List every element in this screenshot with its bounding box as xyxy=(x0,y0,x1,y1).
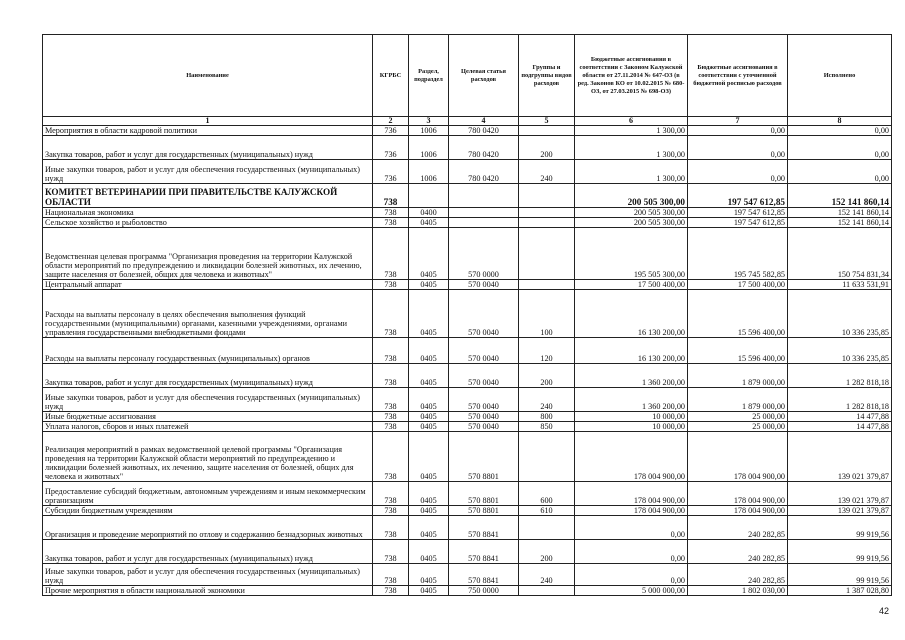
col-number: 6 xyxy=(575,117,688,126)
row-target: 570 0040 xyxy=(449,422,519,432)
table-row xyxy=(43,388,892,412)
row-name: Прочие мероприятия в области национальной экономики xyxy=(43,586,373,596)
row-section: 0405 xyxy=(409,218,449,228)
row-kgrbs: 736 xyxy=(373,160,409,184)
row-law-amount: 0,00 xyxy=(575,564,688,586)
table-row xyxy=(43,218,892,228)
row-updated-amount: 240 282,85 xyxy=(688,516,788,540)
table-row xyxy=(43,586,892,596)
table-row xyxy=(43,136,892,160)
row-executed-amount: 139 021 379,87 xyxy=(788,506,892,516)
row-executed-amount: 0,00 xyxy=(788,126,892,136)
row-section: 1006 xyxy=(409,136,449,160)
row-section: 0405 xyxy=(409,338,449,364)
table-row xyxy=(43,290,892,338)
row-law-amount: 0,00 xyxy=(575,516,688,540)
row-target xyxy=(449,218,519,228)
row-updated-amount: 0,00 xyxy=(688,160,788,184)
row-target: 570 0000 xyxy=(449,228,519,280)
row-group: 200 xyxy=(519,364,575,388)
row-group: 240 xyxy=(519,388,575,412)
row-group: 240 xyxy=(519,564,575,586)
table-row xyxy=(43,280,892,290)
row-name: КОМИТЕТ ВЕТЕРИНАРИИ ПРИ ПРАВИТЕЛЬСТВЕ КАЛУЖСКОЙ ОБЛАСТИ xyxy=(43,184,373,208)
row-updated-amount: 15 596 400,00 xyxy=(688,290,788,338)
row-executed-amount: 152 141 860,14 xyxy=(788,218,892,228)
row-section: 0405 xyxy=(409,422,449,432)
table-row xyxy=(43,564,892,586)
row-executed-amount: 10 336 235,85 xyxy=(788,290,892,338)
row-executed-amount: 11 633 531,91 xyxy=(788,280,892,290)
row-law-amount: 1 300,00 xyxy=(575,126,688,136)
row-law-amount: 1 360 200,00 xyxy=(575,388,688,412)
row-name: Расходы на выплаты персоналу государственных (муниципальных) органов xyxy=(43,338,373,364)
row-law-amount: 200 505 300,00 xyxy=(575,184,688,208)
row-name: Центральный аппарат xyxy=(43,280,373,290)
row-section: 0405 xyxy=(409,412,449,422)
col-header-name: Наименование xyxy=(43,35,373,117)
row-section xyxy=(409,184,449,208)
col-number: 1 xyxy=(43,117,373,126)
row-group: 610 xyxy=(519,506,575,516)
row-updated-amount: 17 500 400,00 xyxy=(688,280,788,290)
table-row xyxy=(43,184,892,208)
table-row xyxy=(43,364,892,388)
row-law-amount: 200 505 300,00 xyxy=(575,208,688,218)
row-group: 200 xyxy=(519,540,575,564)
row-section: 0405 xyxy=(409,586,449,596)
row-updated-amount: 1 879 000,00 xyxy=(688,364,788,388)
row-name: Уплата налогов, сборов и иных платежей xyxy=(43,422,373,432)
table-row xyxy=(43,432,892,482)
row-law-amount: 0,00 xyxy=(575,540,688,564)
row-name: Мероприятия в области кадровой политики xyxy=(43,126,373,136)
row-section: 0405 xyxy=(409,290,449,338)
row-updated-amount: 178 004 900,00 xyxy=(688,432,788,482)
col-number: 7 xyxy=(688,117,788,126)
col-header-updated: Бюджетные ассигнования в соответствии с уточненной бюджетной росписью расходов xyxy=(688,35,788,117)
row-group: 200 xyxy=(519,136,575,160)
col-header-group: Группы и подгруппы видов расходов xyxy=(519,35,575,117)
row-section: 0405 xyxy=(409,564,449,586)
row-kgrbs: 738 xyxy=(373,280,409,290)
col-header-section: Раздел, подраздел xyxy=(409,35,449,117)
row-target: 780 0420 xyxy=(449,136,519,160)
row-kgrbs: 738 xyxy=(373,184,409,208)
table-row xyxy=(43,516,892,540)
row-executed-amount: 0,00 xyxy=(788,160,892,184)
row-executed-amount: 1 387 028,80 xyxy=(788,586,892,596)
row-kgrbs: 738 xyxy=(373,586,409,596)
row-executed-amount: 14 477,88 xyxy=(788,412,892,422)
row-name: Закупка товаров, работ и услуг для государственных (муниципальных) нужд xyxy=(43,136,373,160)
row-target: 570 8841 xyxy=(449,564,519,586)
row-executed-amount: 99 919,56 xyxy=(788,516,892,540)
row-executed-amount: 1 282 818,18 xyxy=(788,388,892,412)
row-executed-amount: 152 141 860,14 xyxy=(788,184,892,208)
row-law-amount: 178 004 900,00 xyxy=(575,506,688,516)
row-group xyxy=(519,184,575,208)
row-executed-amount: 99 919,56 xyxy=(788,540,892,564)
row-updated-amount: 197 547 612,85 xyxy=(688,208,788,218)
row-law-amount: 1 300,00 xyxy=(575,160,688,184)
row-law-amount: 195 505 300,00 xyxy=(575,228,688,280)
table-row xyxy=(43,506,892,516)
row-executed-amount: 10 336 235,85 xyxy=(788,338,892,364)
row-updated-amount: 197 547 612,85 xyxy=(688,184,788,208)
row-group xyxy=(519,218,575,228)
row-target: 570 0040 xyxy=(449,364,519,388)
row-target: 570 8801 xyxy=(449,506,519,516)
row-target: 780 0420 xyxy=(449,126,519,136)
row-name: Иные закупки товаров, работ и услуг для обеспечения государственных (муниципальных) нужд xyxy=(43,564,373,586)
row-kgrbs: 738 xyxy=(373,540,409,564)
col-header-executed: Исполнено xyxy=(788,35,892,117)
row-updated-amount: 195 745 582,85 xyxy=(688,228,788,280)
row-updated-amount: 15 596 400,00 xyxy=(688,338,788,364)
row-group: 600 xyxy=(519,482,575,506)
row-name: Предоставление субсидий бюджетным, автономным учреждениям и иным некоммерческим организациям xyxy=(43,482,373,506)
row-executed-amount: 139 021 379,87 xyxy=(788,432,892,482)
row-section: 1006 xyxy=(409,160,449,184)
col-number: 2 xyxy=(373,117,409,126)
row-kgrbs: 738 xyxy=(373,432,409,482)
row-target xyxy=(449,184,519,208)
row-name: Ведомственная целевая программа "Организация проведения на территории Калужской области мероприятий по предупреждению и ликвидации болезней животных, их лечению, защите населения от болезней, общих для человека и животных" xyxy=(43,228,373,280)
table-row xyxy=(43,208,892,218)
row-target: 570 8801 xyxy=(449,482,519,506)
row-kgrbs: 738 xyxy=(373,338,409,364)
row-executed-amount: 150 754 831,34 xyxy=(788,228,892,280)
row-group xyxy=(519,228,575,280)
row-kgrbs: 738 xyxy=(373,506,409,516)
col-number: 4 xyxy=(449,117,519,126)
row-executed-amount: 99 919,56 xyxy=(788,564,892,586)
row-section: 1006 xyxy=(409,126,449,136)
budget-table xyxy=(42,34,892,596)
row-law-amount: 178 004 900,00 xyxy=(575,482,688,506)
row-kgrbs: 738 xyxy=(373,290,409,338)
row-name: Иные бюджетные ассигнования xyxy=(43,412,373,422)
row-kgrbs: 738 xyxy=(373,482,409,506)
page-number: 42 xyxy=(878,606,889,616)
row-target: 570 0040 xyxy=(449,388,519,412)
row-group xyxy=(519,586,575,596)
row-target: 570 8841 xyxy=(449,540,519,564)
row-kgrbs: 738 xyxy=(373,218,409,228)
table-row xyxy=(43,228,892,280)
row-executed-amount: 14 477,88 xyxy=(788,422,892,432)
table-row xyxy=(43,126,892,136)
row-target: 570 0040 xyxy=(449,290,519,338)
row-law-amount: 17 500 400,00 xyxy=(575,280,688,290)
row-kgrbs: 738 xyxy=(373,208,409,218)
row-group: 100 xyxy=(519,290,575,338)
row-law-amount: 1 360 200,00 xyxy=(575,364,688,388)
row-section: 0400 xyxy=(409,208,449,218)
row-section: 0405 xyxy=(409,388,449,412)
row-target: 750 0000 xyxy=(449,586,519,596)
row-section: 0405 xyxy=(409,228,449,280)
row-group: 800 xyxy=(519,412,575,422)
row-group xyxy=(519,126,575,136)
col-number: 8 xyxy=(788,117,892,126)
row-name: Иные закупки товаров, работ и услуг для обеспечения государственных (муниципальных) нужд xyxy=(43,160,373,184)
row-kgrbs: 738 xyxy=(373,564,409,586)
row-executed-amount: 1 282 818,18 xyxy=(788,364,892,388)
row-updated-amount: 0,00 xyxy=(688,126,788,136)
row-kgrbs: 738 xyxy=(373,412,409,422)
row-updated-amount: 1 802 030,00 xyxy=(688,586,788,596)
row-kgrbs: 736 xyxy=(373,136,409,160)
row-name: Закупка товаров, работ и услуг для государственных (муниципальных) нужд xyxy=(43,364,373,388)
row-law-amount: 16 130 200,00 xyxy=(575,338,688,364)
row-kgrbs: 738 xyxy=(373,364,409,388)
row-updated-amount: 178 004 900,00 xyxy=(688,506,788,516)
row-kgrbs: 738 xyxy=(373,388,409,412)
row-updated-amount: 25 000,00 xyxy=(688,412,788,422)
row-section: 0405 xyxy=(409,516,449,540)
row-name: Сельское хозяйство и рыболовство xyxy=(43,218,373,228)
col-number: 5 xyxy=(519,117,575,126)
row-executed-amount: 139 021 379,87 xyxy=(788,482,892,506)
row-section: 0405 xyxy=(409,506,449,516)
row-target xyxy=(449,208,519,218)
table-row xyxy=(43,422,892,432)
row-updated-amount: 1 879 000,00 xyxy=(688,388,788,412)
row-section: 0405 xyxy=(409,364,449,388)
row-kgrbs: 738 xyxy=(373,422,409,432)
row-updated-amount: 240 282,85 xyxy=(688,564,788,586)
row-name: Реализация мероприятий в рамках ведомственной целевой программы "Организация проведения на территории Калужской области мероприятий по предупреждению и ликвидации болезней животных, их лечению, защите населения от болезней, общих для человека и животных" xyxy=(43,432,373,482)
row-group: 850 xyxy=(519,422,575,432)
row-group xyxy=(519,280,575,290)
row-name: Расходы на выплаты персоналу в целях обеспечения выполнения функций государственными (муниципальными) органами, казенными учреждениями, органами управления государственными внебюджетными фондами xyxy=(43,290,373,338)
table-row xyxy=(43,412,892,422)
table-row xyxy=(43,540,892,564)
row-executed-amount: 152 141 860,14 xyxy=(788,208,892,218)
row-updated-amount: 178 004 900,00 xyxy=(688,482,788,506)
row-group xyxy=(519,208,575,218)
row-law-amount: 5 000 000,00 xyxy=(575,586,688,596)
row-group xyxy=(519,516,575,540)
row-kgrbs: 736 xyxy=(373,126,409,136)
row-target: 570 8801 xyxy=(449,432,519,482)
row-law-amount: 200 505 300,00 xyxy=(575,218,688,228)
col-header-kgrbs: КГРБС xyxy=(373,35,409,117)
row-section: 0405 xyxy=(409,432,449,482)
row-target: 570 8841 xyxy=(449,516,519,540)
row-name: Организация и проведение мероприятий по отлову и содержанию безнадзорных животных xyxy=(43,516,373,540)
row-name: Национальная экономика xyxy=(43,208,373,218)
row-kgrbs: 738 xyxy=(373,516,409,540)
row-updated-amount: 240 282,85 xyxy=(688,540,788,564)
row-section: 0405 xyxy=(409,540,449,564)
row-law-amount: 10 000,00 xyxy=(575,412,688,422)
row-name: Субсидии бюджетным учреждениям xyxy=(43,506,373,516)
header-row xyxy=(43,35,892,117)
table-row xyxy=(43,160,892,184)
row-target: 780 0420 xyxy=(449,160,519,184)
row-law-amount: 16 130 200,00 xyxy=(575,290,688,338)
row-group: 120 xyxy=(519,338,575,364)
table-row xyxy=(43,482,892,506)
row-section: 0405 xyxy=(409,482,449,506)
col-header-law: Бюджетные ассигнования в соответствии с Законом Калужской области от 27.11.2014 № 647-ОЗ (в ред. Законов КО от 10.02.2015 № 680-ОЗ, от 27.03.2015 № 698-ОЗ) xyxy=(575,35,688,117)
row-name: Иные закупки товаров, работ и услуг для обеспечения государственных (муниципальных) нужд xyxy=(43,388,373,412)
row-target: 570 0040 xyxy=(449,338,519,364)
col-header-target: Целевая статья расходов xyxy=(449,35,519,117)
row-updated-amount: 197 547 612,85 xyxy=(688,218,788,228)
row-law-amount: 10 000,00 xyxy=(575,422,688,432)
table-row xyxy=(43,338,892,364)
row-updated-amount: 25 000,00 xyxy=(688,422,788,432)
row-target: 570 0040 xyxy=(449,280,519,290)
row-kgrbs: 738 xyxy=(373,228,409,280)
row-updated-amount: 0,00 xyxy=(688,136,788,160)
col-number: 3 xyxy=(409,117,449,126)
row-law-amount: 1 300,00 xyxy=(575,136,688,160)
row-target: 570 0040 xyxy=(449,412,519,422)
row-law-amount: 178 004 900,00 xyxy=(575,432,688,482)
column-number-row xyxy=(43,117,892,126)
row-group xyxy=(519,432,575,482)
row-executed-amount: 0,00 xyxy=(788,136,892,160)
row-group: 240 xyxy=(519,160,575,184)
row-section: 0405 xyxy=(409,280,449,290)
row-name: Закупка товаров, работ и услуг для государственных (муниципальных) нужд xyxy=(43,540,373,564)
